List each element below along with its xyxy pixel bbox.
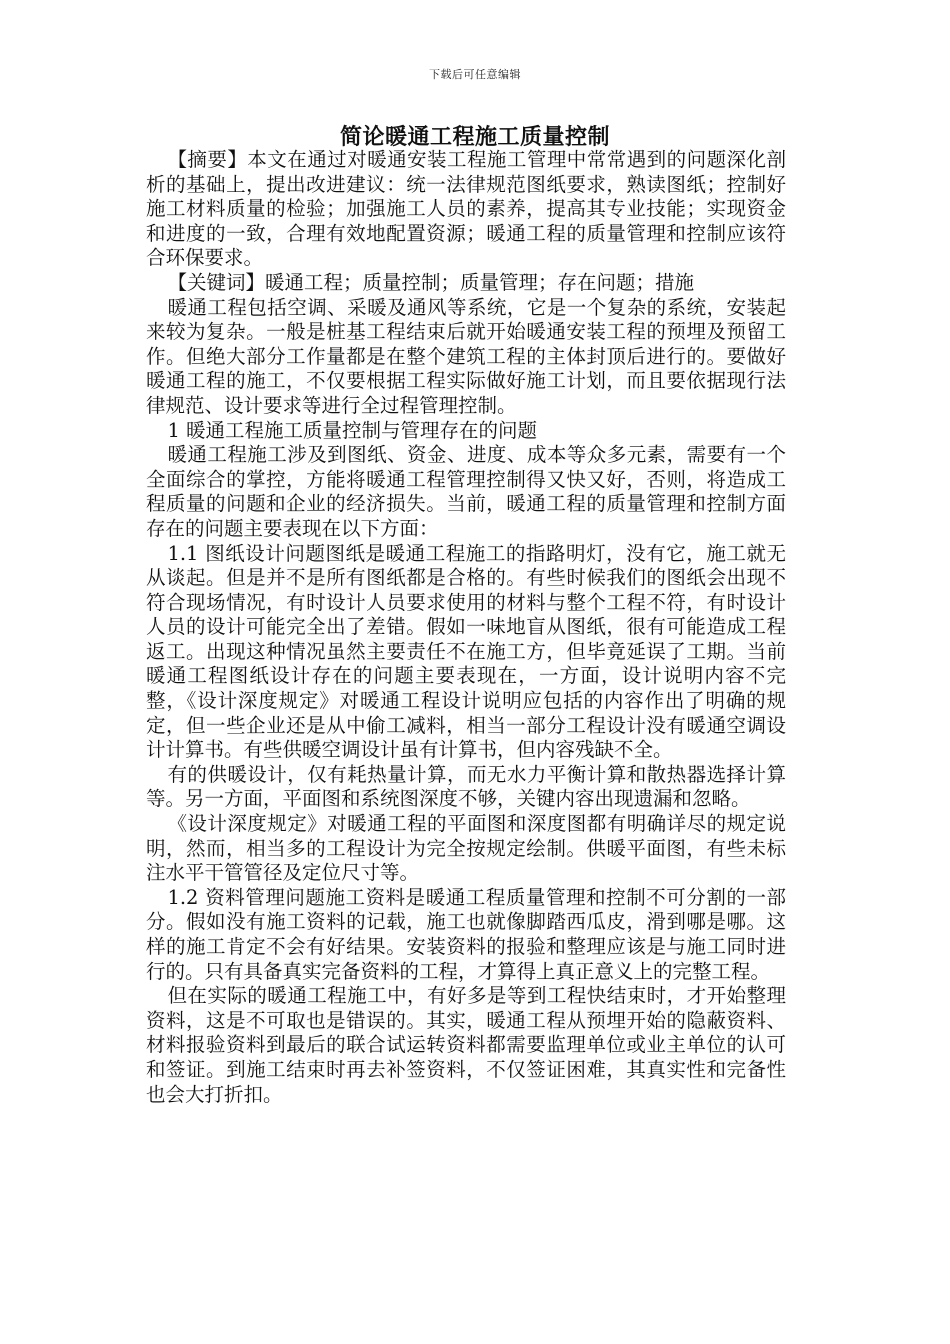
body-paragraph: 暖通工程施工涉及到图纸、资金、进度、成本等众多元素，需要有一个全面综合的掌控，方能将暖通工程管理控制得又快又好，否则，将造成工程质量的问题和企业的经济损失。当前，暖通工程的质量管理和控制方面存在的问题主要表现在以下方面： <box>146 443 786 540</box>
section-1-2-paragraph: 1.2 资料管理问题施工资料是暖通工程质量管理和控制不可分割的一部分。假如没有施工资料的记载，施工也就像脚踏西瓜皮，滑到哪是哪。这样的施工肯定不会有好结果。安装资料的报验和整理应该是与施工同时进行的。只有具备真实完备资料的工程，才算得上真正意义上的完整工程。 <box>146 885 786 983</box>
body-paragraph: 但在实际的暖通工程施工中，有好多是等到工程快结束时，才开始整理资料，这是不可取也是错误的。其实，暖通工程从预埋开始的隐蔽资料、材料报验资料到最后的联合试运转资料都需要监理单位或业主单位的认可和签证。到施工结束时再去补签资料，不仅签证困难，其真实性和完备性也会大打折扣。 <box>146 984 786 1106</box>
section-1-1-paragraph: 1.1 图纸设计问题图纸是暖通工程施工的指路明灯，没有它，施工就无从谈起。但是并不是所有图纸都是合格的。有些时候我们的图纸会出现不符合现场情况，有时设计人员要求使用的材料与整个工程不符，有时设计人员的设计可能完全出了差错。假如一味地盲从图纸，很有可能造成工程返工。出现这种情况虽然主要责任不在施工方，但毕竟延误了工期。当前暖通工程图纸设计存在的问题主要表现在，一方面，设计说明内容不完整，《设计深度规定》对暖通工程设计说明应包括的内容作出了明确的规定，但一些企业还是从中偷工减料，相当一部分工程设计没有暖通空调设计计算书。有些供暖空调设计虽有计算书，但内容残缺不全。 <box>146 541 786 762</box>
document-title: 简论暖通工程施工质量控制 <box>339 124 610 150</box>
section-heading-1: 1 暖通工程施工质量控制与管理存在的问题 <box>167 418 538 442</box>
document-body <box>146 148 786 1107</box>
header-note: 下载后可任意编辑 <box>429 68 521 81</box>
body-paragraph: 有的供暖设计，仅有耗热量计算，而无水力平衡计算和散热器选择计算等。另一方面，平面图和系统图深度不够，关键内容出现遗漏和忽略。 <box>146 762 786 811</box>
abstract-paragraph: 【摘要】本文在通过对暖通安装工程施工管理中常常遇到的问题深化剖析的基础上，提出改进建议：统一法律规范图纸要求，熟读图纸；控制好施工材料质量的检验；加强施工人员的素养，提高其专业技能；实现资金和进度的一致，合理有效地配置资源；暖通工程的质量管理和控制应该符合环保要求。 <box>146 148 786 270</box>
body-paragraph: 《设计深度规定》对暖通工程的平面图和深度图都有明确详尽的规定说明，然而，相当多的工程设计为完全按规定绘制。供暖平面图，有些未标注水平干管管径及定位尺寸等。 <box>146 812 786 885</box>
intro-paragraph: 暖通工程包括空调、采暖及通风等系统，它是一个复杂的系统，安装起来较为复杂。一般是桩基工程结束后就开始暖通安装工程的预埋及预留工作。但绝大部分工作量都是在整个建筑工程的主体封顶后进行的。要做好暖通工程的施工，不仅要根据工程实际做好施工计划，而且要依据现行法律规范、设计要求等进行全过程管理控制。 <box>146 295 786 417</box>
keywords-paragraph: 【关键词】暖通工程；质量控制；质量管理；存在问题；措施 <box>167 270 694 294</box>
